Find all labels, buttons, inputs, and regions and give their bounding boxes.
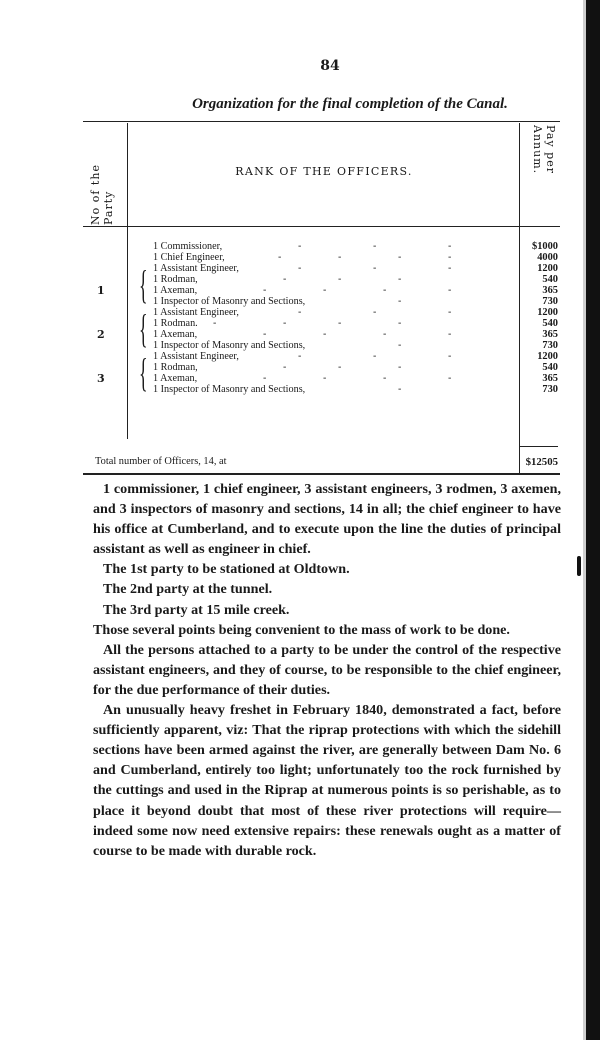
rank-row: 1 Assistant Engineer, xyxy=(153,263,239,274)
party-3-brace: { xyxy=(139,350,148,395)
rank-row: 1 Inspector of Masonry and Sections, xyxy=(153,340,306,351)
header-bottom-rule xyxy=(83,226,560,227)
body-text xyxy=(93,479,561,861)
pay-value: 365 xyxy=(542,373,558,384)
sum-rule xyxy=(520,446,558,447)
rank-row: 1 Axeman, xyxy=(153,329,198,340)
header-party: No of the Party xyxy=(89,164,115,225)
paragraph: All the persons attached to a party to be under the control of the respective assistant engineers, and they of course, to be responsible to the chief engineer, for the due performance of their duties. xyxy=(93,641,561,698)
pay-value: 540 xyxy=(542,274,558,285)
table-bottom-rule xyxy=(83,473,560,475)
pay-value: 365 xyxy=(542,329,558,340)
pay-value: 730 xyxy=(542,384,558,395)
party-number: 2 xyxy=(97,328,105,341)
party-number: 1 xyxy=(97,284,105,297)
rank-row: 1 Assistant Engineer, xyxy=(153,307,239,318)
rank-row: 1 Commissioner, xyxy=(153,241,223,252)
pay-value: 540 xyxy=(542,318,558,329)
pay-value: 730 xyxy=(542,340,558,351)
total-value: $12505 xyxy=(525,456,558,468)
rank-row: 1 Assistant Engineer, xyxy=(153,351,239,362)
pay-value: 730 xyxy=(542,296,558,307)
pay-value: 1200 xyxy=(537,351,558,362)
rank-row: 1 Axeman, xyxy=(153,285,198,296)
party-column-divider xyxy=(127,123,128,439)
rank-row: 1 Inspector of Masonry and Sections, xyxy=(153,384,306,395)
officers-table: No of the Party RANK OF THE OFFICERS. Pay per Annum. 1 Commissioner, 1 Chief Engineer, 1 Assistant Engineer, 1 Rodman, 1 Axeman, 1 Inspector of Masonry and Sections, 1 Assistant Engineer, 1 Rodman. 1 Axeman, 1 Inspector of Masonry and Sections, 1 Assistant Engineer, 1 Rodman, 1 Axeman, 1 Inspector of Masonry and Sections, - - - - - - - - - - - - - - - - - - - - - - - - - - - - - - - - - - - - - - - - - $1000 4000 1200 540 365 730 1200 540 365 730 1200 540 365 730 1 2 3 { { { Total number of Officers, 14, at $12505 xyxy=(83,121,560,476)
pay-value: 4000 xyxy=(537,252,558,263)
party-1-brace: { xyxy=(139,262,148,307)
rank-row: 1 Rodman, xyxy=(153,274,198,285)
paragraph: The 2nd party at the tunnel. xyxy=(103,581,273,598)
pay-value: 1200 xyxy=(537,307,558,318)
scan-edge-dark-band xyxy=(586,0,600,1040)
pay-value: $1000 xyxy=(532,241,558,252)
paragraph: 1 commissioner, 1 chief engineer, 3 assistant engineers, 3 rodmen, 3 axemen, and 3 inspectors of masonry and sections, 14 in all; the chief engineer to have his office at Cumberland, and to execute upon the line the duties of principal assistant as well as engineer in chief. xyxy=(93,481,561,558)
header-rank: RANK OF THE OFFICERS. xyxy=(235,165,413,178)
pay-value: 365 xyxy=(542,285,558,296)
pay-value: 540 xyxy=(542,362,558,373)
paragraph: The 3rd party at 15 mile creek. xyxy=(103,601,290,618)
page-number: 84 xyxy=(320,58,340,74)
pay-value: 1200 xyxy=(537,263,558,274)
party-number: 3 xyxy=(97,372,105,385)
rank-row: 1 Rodman. xyxy=(153,318,198,329)
table-title: Organization for the final completion of the Canal. xyxy=(192,96,508,112)
header-pay: Pay per Annum. xyxy=(531,125,557,175)
scan-ink-mark xyxy=(577,556,581,576)
rank-row: 1 Inspector of Masonry and Sections, xyxy=(153,296,306,307)
party-2-brace: { xyxy=(139,306,148,351)
paragraph: Those several points being convenient to the mass of work to be done. xyxy=(93,621,510,638)
table-top-rule xyxy=(83,121,560,122)
rank-row: 1 Axeman, xyxy=(153,373,198,384)
rank-row: 1 Chief Engineer, xyxy=(153,252,225,263)
paragraph: An unusually heavy freshet in February 1840, demonstrated a fact, before sufficiently apparent, viz: That the riprap protections with which the sidehill sections have been armed against the river, are generally between Dam No. 6 and Cumberland, entirely too light; unfortunately too the rock furnished by the cuttings and used in the Riprap at numerous points is so perishable, as to place it beyond doubt that most of these river protections will require—indeed some now need extensive repairs: these renewals ought as a matter of course to be made with durable rock. xyxy=(93,702,561,859)
total-label: Total number of Officers, 14, at xyxy=(95,456,227,467)
paragraph: The 1st party to be stationed at Oldtown. xyxy=(103,561,350,578)
rank-row: 1 Rodman, xyxy=(153,362,198,373)
